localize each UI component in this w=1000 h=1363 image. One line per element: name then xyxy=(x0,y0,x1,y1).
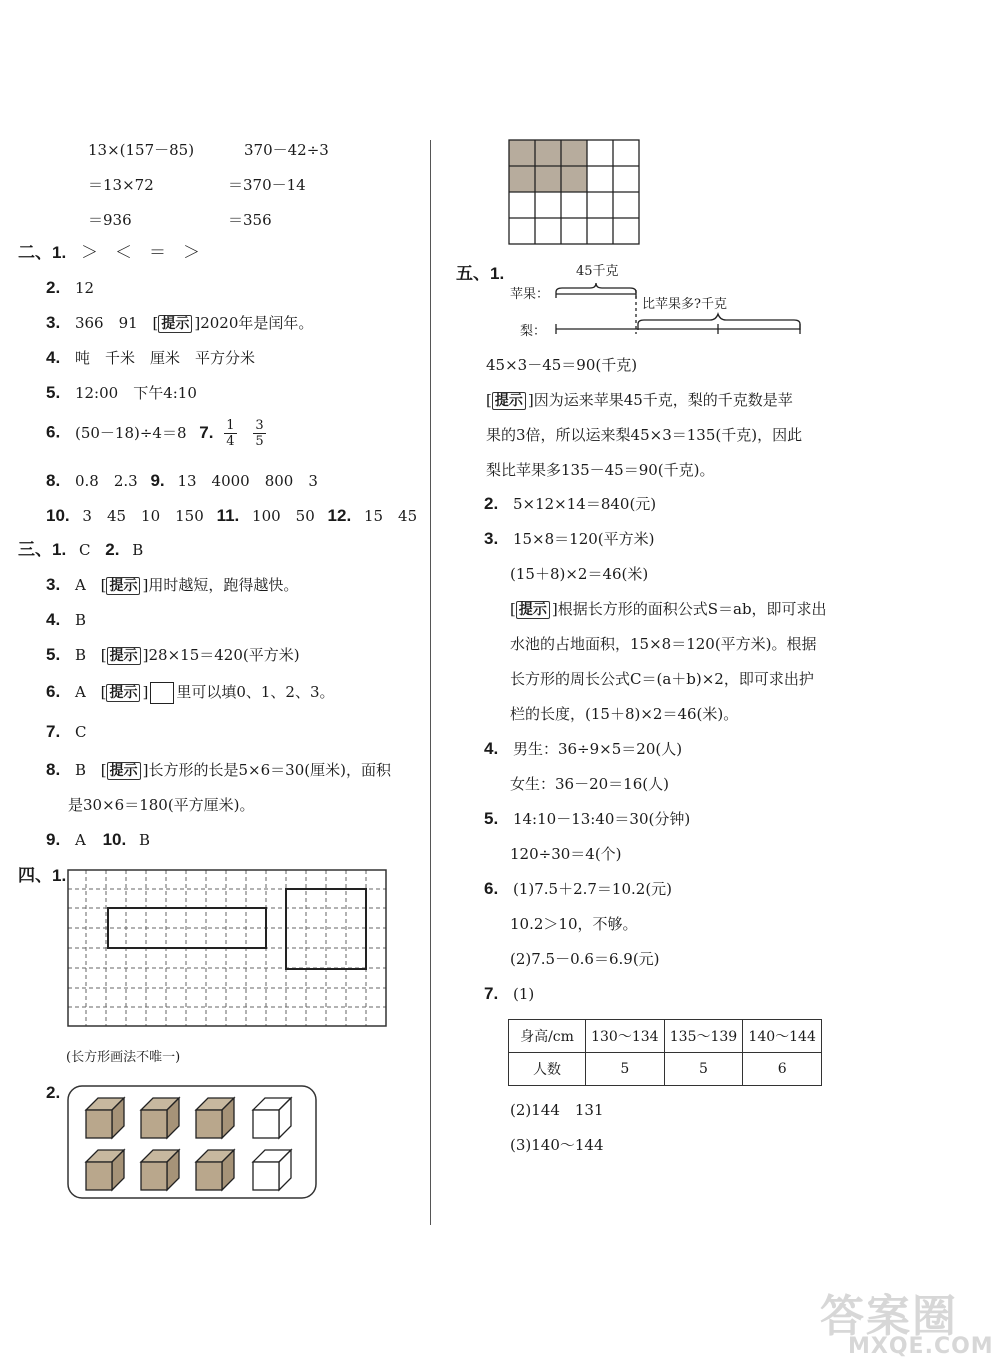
section-3-item-8-cont: 是30×6＝180(平方厘米)。 xyxy=(68,796,255,814)
section-4-item-2 xyxy=(46,1083,60,1103)
item-number: 1. xyxy=(52,866,67,885)
answer: 15×8＝120(平方米) xyxy=(512,530,655,548)
q7-answer-3: (3)140～144 xyxy=(510,1136,604,1154)
calc2-line1: 370－42÷3 xyxy=(244,141,329,159)
section-3-item-4 xyxy=(46,610,86,630)
answer: 3 45 10 150 xyxy=(82,507,204,525)
q3-hint-line1: [ 提示 ]根据长方形的面积公式S＝ab，即可求出 xyxy=(510,600,827,618)
q1-answer: 45×3－45＝90(千克) xyxy=(486,356,638,374)
bottom-brace xyxy=(638,314,800,330)
item-number: 8. xyxy=(46,471,61,490)
section-2-item-4 xyxy=(46,348,255,368)
hint-tag: 提示 xyxy=(106,684,140,702)
item-number: 6. xyxy=(46,682,61,701)
section-3-item-1-2 xyxy=(18,540,143,560)
section-5-item-7 xyxy=(484,984,534,1004)
answer: 15 45 xyxy=(363,507,418,525)
item-number: 8. xyxy=(46,760,61,779)
item-number: 6. xyxy=(46,422,61,442)
answer: 吨 千米 厘米 平方分米 xyxy=(74,349,255,367)
section-2-item-2 xyxy=(46,278,94,298)
section-5-item-1 xyxy=(456,264,504,284)
section-2-item-6-7 xyxy=(46,418,272,449)
answer: (1) xyxy=(512,985,535,1003)
answer: (1)7.5＋2.7＝10.2(元) xyxy=(512,880,673,898)
answer: 男生：36÷9×5＝20(人) xyxy=(512,740,683,758)
table-row xyxy=(509,1053,822,1086)
calc1-line2: ＝13×72 xyxy=(88,176,154,194)
section-3-item-6: 6. A [ 提示 ] 里可以填0、1、2、3。 xyxy=(46,682,335,704)
calc2-line3: ＝356 xyxy=(228,211,272,229)
q1-hint-line2: 果的3倍，所以运来梨45×3＝135(千克)，因此 xyxy=(486,426,803,444)
section-2-item-1 xyxy=(18,243,200,263)
section-2-item-10-12 xyxy=(46,506,417,526)
answer: 12 xyxy=(74,279,95,297)
q5-answer-2: 120÷30＝4(个) xyxy=(510,845,622,863)
table-cell: 身高/cm xyxy=(509,1020,586,1053)
item-number: 1. xyxy=(52,243,67,262)
blank-box xyxy=(150,682,174,704)
item-number: 6. xyxy=(484,879,499,898)
answer: ＞ ＜ ＝ ＞ xyxy=(80,243,200,263)
hint-tag: 提示 xyxy=(516,601,550,619)
item-number: 4. xyxy=(46,610,61,629)
item-number: 2. xyxy=(105,540,120,559)
answer: A xyxy=(74,576,86,594)
cube-shaded xyxy=(141,1150,179,1190)
item-number: 5. xyxy=(484,809,499,828)
calc1-line1: 13×(157－85) xyxy=(88,141,195,159)
q3-answer-2: (15＋8)×2＝46(米) xyxy=(510,565,649,583)
item-number: 5. xyxy=(46,383,61,402)
q1-hint-line3: 梨比苹果多135－45＝90(千克)。 xyxy=(486,461,715,479)
table-cell: 5 xyxy=(586,1053,665,1086)
calc1-line3: ＝936 xyxy=(88,211,132,229)
grid-rectangles-figure xyxy=(66,868,388,1028)
q1-hint-line1: [ 提示 ]因为运来苹果45千克，梨的千克数是苹 xyxy=(486,391,793,409)
item-number: 7. xyxy=(46,722,61,741)
item-number: 12. xyxy=(327,506,352,525)
section-5-item-2 xyxy=(484,494,656,514)
table-cell: 6 xyxy=(743,1053,822,1086)
section-4-item-1 xyxy=(18,866,66,886)
item-number: 3. xyxy=(484,529,499,548)
top-brace xyxy=(556,283,636,298)
item-number: 2. xyxy=(484,494,499,513)
calc2-line2: ＝370－14 xyxy=(228,176,306,194)
section-5-item-5 xyxy=(484,809,690,829)
section-label: 四、 xyxy=(18,866,52,885)
item-number: 4. xyxy=(46,348,61,367)
section-3-item-3: 3. A [ 提示 ]用时越短，跑得越快。 xyxy=(46,575,299,594)
q7-answer-2: (2)144 131 xyxy=(510,1101,604,1119)
q3-hint-line4: 栏的长度，(15＋8)×2＝46(米)。 xyxy=(510,705,739,723)
line-segment-diagram xyxy=(550,280,810,340)
hint-tag: 提示 xyxy=(106,577,140,595)
section-3-item-5: 5. B [ 提示 ]28×15＝420(平方米) xyxy=(46,645,300,664)
item-number: 2. xyxy=(46,278,61,297)
hint-text: 2020年是闰年。 xyxy=(200,314,314,332)
table-cell: 人数 xyxy=(509,1053,586,1086)
cube-shaded xyxy=(86,1150,124,1190)
shaded-grid-figure xyxy=(508,139,643,247)
section-3-item-7 xyxy=(46,722,86,742)
section-5-item-3 xyxy=(484,529,655,549)
answer: C xyxy=(78,541,91,559)
section-3-item-9-10 xyxy=(46,830,150,850)
hint-text: 长方形的长是5×6＝30(厘米)，面积 xyxy=(148,761,391,779)
item-number: 9. xyxy=(46,830,61,849)
q4-answer-2: 女生：36－20＝16(人) xyxy=(510,775,669,793)
item-number: 10. xyxy=(46,506,70,525)
top-brace-label: 45千克 xyxy=(576,264,619,279)
hint-tag: 提示 xyxy=(492,392,526,410)
column-divider xyxy=(430,140,431,1225)
cube-shaded xyxy=(196,1098,234,1138)
fraction: $\frac{3}{5}$ xyxy=(255,418,264,449)
section-label: 三、 xyxy=(18,540,52,559)
answer: 12:00 下午4:10 xyxy=(74,384,197,402)
q3-hint-line2: 水池的占地面积，15×8＝120(平方米)。根据 xyxy=(510,635,817,653)
cube-shaded xyxy=(141,1098,179,1138)
table-cell: 140～144 xyxy=(743,1020,822,1053)
cube-empty xyxy=(253,1098,291,1138)
hint-text: 28×15＝420(平方米) xyxy=(148,646,300,664)
answer: A xyxy=(74,683,86,701)
table-header-row xyxy=(509,1020,822,1053)
section-label: 五、 xyxy=(456,264,490,283)
answer: A xyxy=(74,831,86,849)
hint-text: 里可以填0、1、2、3。 xyxy=(176,683,335,701)
cube-shaded xyxy=(196,1150,234,1190)
item-number: 7. xyxy=(484,984,499,1003)
watermark-logo: 答案圈 xyxy=(820,1291,958,1342)
hint-text: 用时越短，跑得越快。 xyxy=(148,576,299,594)
answer: 0.8 2.3 xyxy=(74,472,138,490)
section-2-item-3: 3. 366 91 [ 提示 ]2020年是闰年。 xyxy=(46,313,314,332)
item-number: 4. xyxy=(484,739,499,758)
answer: 14:10－13:40＝30(分钟) xyxy=(512,810,691,828)
cube-shaded xyxy=(86,1098,124,1138)
item-number: 1. xyxy=(52,540,67,559)
fraction: $\frac{1}{4}$ xyxy=(226,418,235,449)
answer: 13 4000 800 3 xyxy=(177,472,318,490)
section-label: 二、 xyxy=(18,243,52,262)
item-number: 10. xyxy=(102,830,127,849)
hint-tag: 提示 xyxy=(158,315,192,333)
item-number: 2. xyxy=(46,1083,61,1102)
table-cell: 5 xyxy=(664,1053,743,1086)
item-number: 9. xyxy=(150,471,165,490)
q6-answer-2: 10.2＞10，不够。 xyxy=(510,915,638,933)
section-3-item-8: 8. B [ 提示 ]长方形的长是5×6＝30(厘米)，面积 xyxy=(46,760,391,779)
cube-empty xyxy=(253,1150,291,1190)
item-number: 7. xyxy=(199,422,214,442)
section-5-item-4 xyxy=(484,739,682,759)
q3-hint-line3: 长方形的周长公式C＝(a＋b)×2，即可求出护 xyxy=(510,670,814,688)
hint-tag: 提示 xyxy=(107,647,141,665)
q6-answer-3: (2)7.5－0.6＝6.9(元) xyxy=(510,950,660,968)
section-5-item-6 xyxy=(484,879,672,899)
answer: B xyxy=(139,831,151,849)
answer: B xyxy=(74,646,86,664)
item-number: 5. xyxy=(46,645,61,664)
item-number: 1. xyxy=(490,264,505,283)
table-cell: 135～139 xyxy=(664,1020,743,1053)
answer: 5×12×14＝840(元) xyxy=(512,495,657,513)
rectangle-note: (长方形画法不唯一) xyxy=(66,1050,181,1065)
answer: 100 50 xyxy=(252,507,315,525)
pear-label: 梨： xyxy=(520,324,547,339)
item-number: 3. xyxy=(46,575,61,594)
bottom-brace-label: 比苹果多?千克 xyxy=(642,297,727,312)
hint-tag: 提示 xyxy=(107,762,141,780)
answer: B xyxy=(74,761,86,779)
answer: B xyxy=(132,541,144,559)
answer: B xyxy=(74,611,86,629)
apple-label: 苹果： xyxy=(510,287,550,302)
answer: C xyxy=(74,723,87,741)
watermark-url: MXQE.COM xyxy=(848,1334,994,1359)
section-2-item-5 xyxy=(46,383,197,403)
height-table xyxy=(508,1019,822,1086)
table-cell: 130～134 xyxy=(586,1020,665,1053)
answer: 366 91 xyxy=(74,314,138,332)
cubes-figure xyxy=(66,1084,318,1200)
section-2-item-8-9 xyxy=(46,471,318,491)
answer: (50－18)÷4＝8 xyxy=(74,423,187,442)
item-number: 11. xyxy=(216,506,240,525)
item-number: 3. xyxy=(46,313,61,332)
